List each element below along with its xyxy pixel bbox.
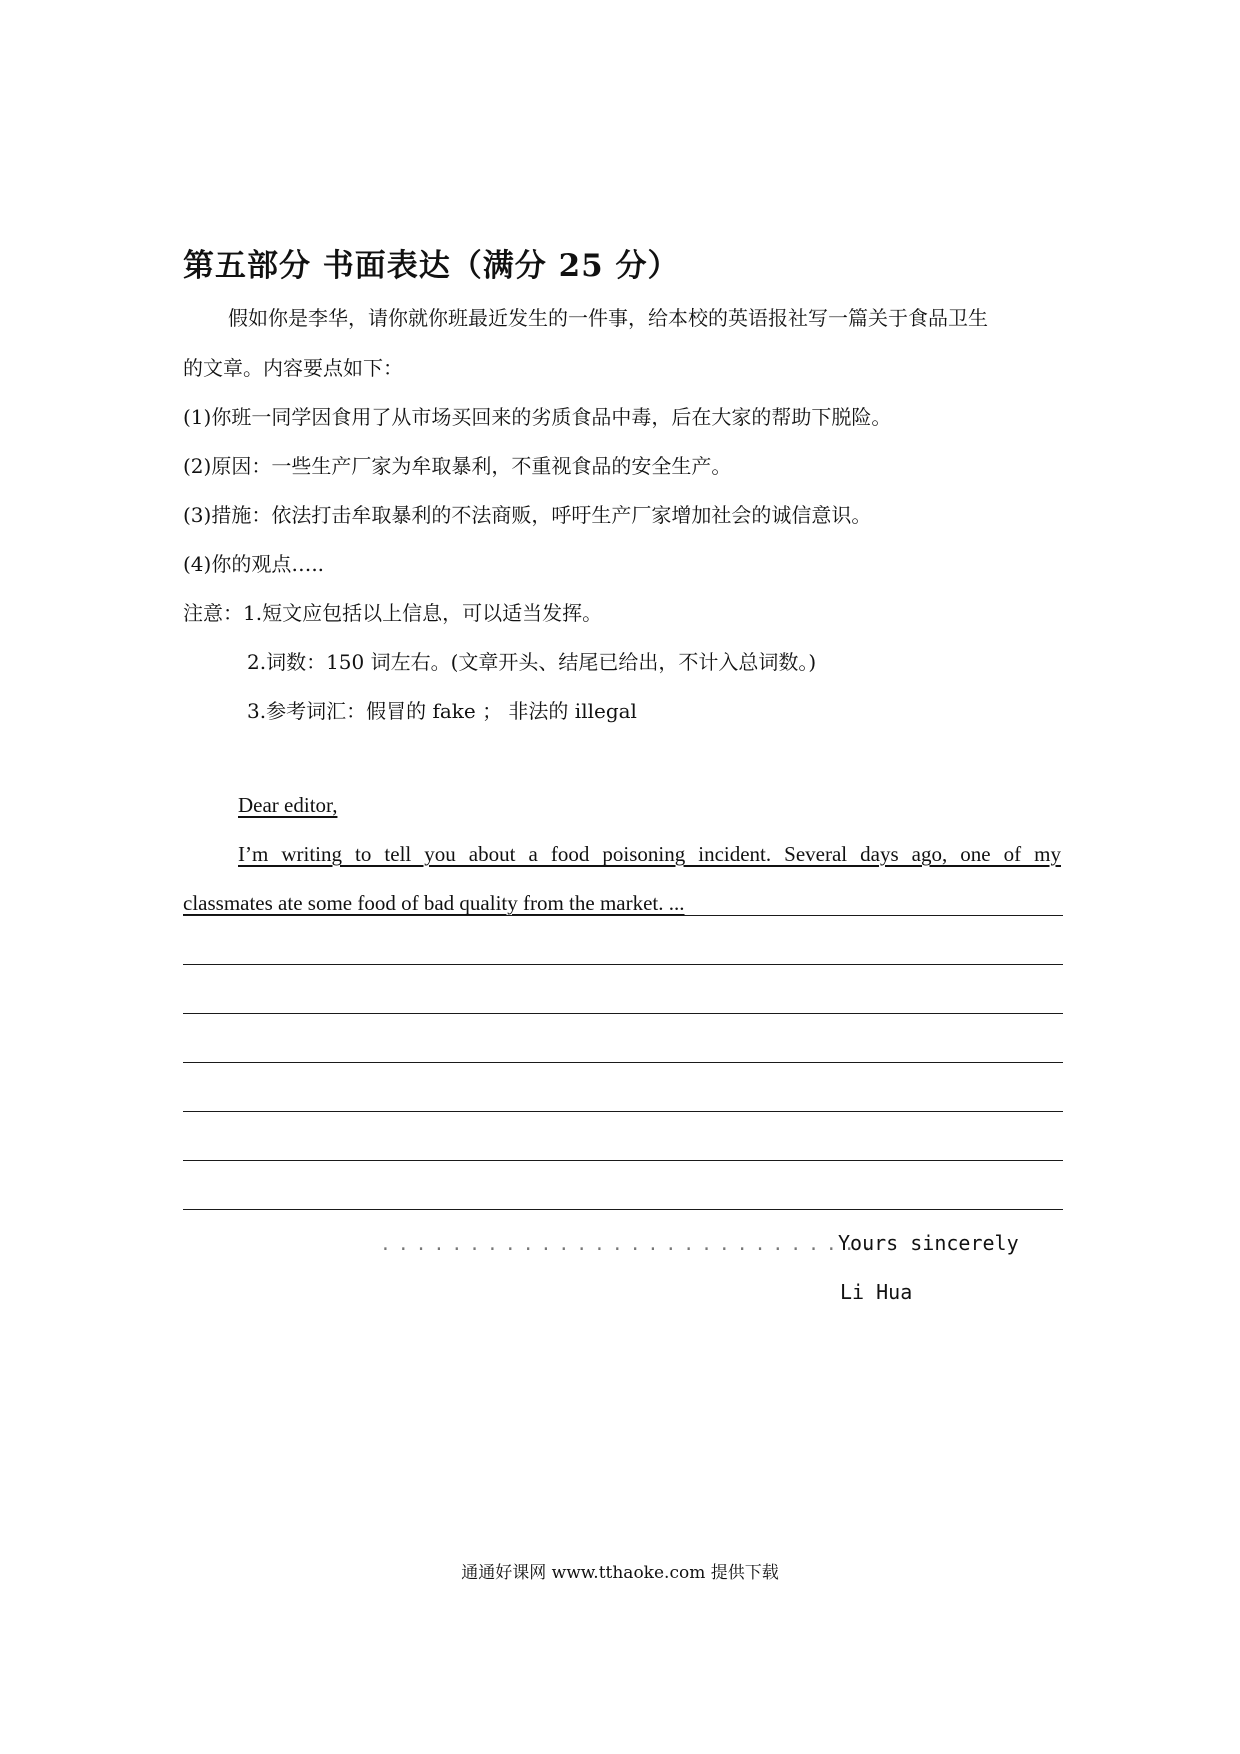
writing-line[interactable] (183, 1062, 1063, 1063)
section-title: 第五部分 书面表达（满分 25 分） (183, 248, 680, 284)
note-1: 注意：1.短文应包括以上信息，可以适当发挥。 (183, 601, 603, 625)
point-4: (4)你的观点….. (183, 552, 325, 576)
point-3: (3)措施：依法打击牟取暴利的不法商贩，呼吁生产厂家增加社会的诚信意识。 (183, 503, 872, 527)
writing-line[interactable] (183, 1160, 1063, 1161)
writing-line[interactable] (183, 1209, 1063, 1210)
note-2: 2.词数：150 词左右。(文章开头、结尾已给出，不计入总词数。) (247, 650, 817, 674)
writing-line[interactable] (183, 915, 1063, 916)
letter-signature: Li Hua (840, 1280, 913, 1304)
page-footer: 通通好课网 www.tthaoke.com 提供下载 (461, 1563, 779, 1583)
letter-greeting: Dear editor, (238, 793, 338, 817)
letter-paragraph-line-2: classmates ate some food of bad quality from the market. ... (183, 891, 685, 915)
point-1: (1)你班一同学因食用了从市场买回来的劣质食品中毒，后在大家的帮助下脱险。 (183, 405, 892, 429)
letter-closing: Yours sincerely (838, 1231, 1019, 1255)
writing-line[interactable] (183, 1111, 1063, 1112)
letter-paragraph-line-1: I’m writing to tell you about a food poisoning incident. Several days ago, one of my (238, 842, 1061, 866)
prompt-line-1: 假如你是李华，请你就你班最近发生的一件事，给本校的英语报社写一篇关于食品卫生 (228, 306, 988, 330)
writing-line[interactable] (183, 1013, 1063, 1014)
closing-dots: ............................ (380, 1234, 880, 1255)
prompt-line-2: 的文章。内容要点如下： (183, 356, 403, 380)
point-2: (2)原因：一些生产厂家为牟取暴利，不重视食品的安全生产。 (183, 454, 732, 478)
note-3: 3.参考词汇：假冒的 fake ； 非法的 illegal (247, 699, 637, 723)
writing-line[interactable] (183, 964, 1063, 965)
